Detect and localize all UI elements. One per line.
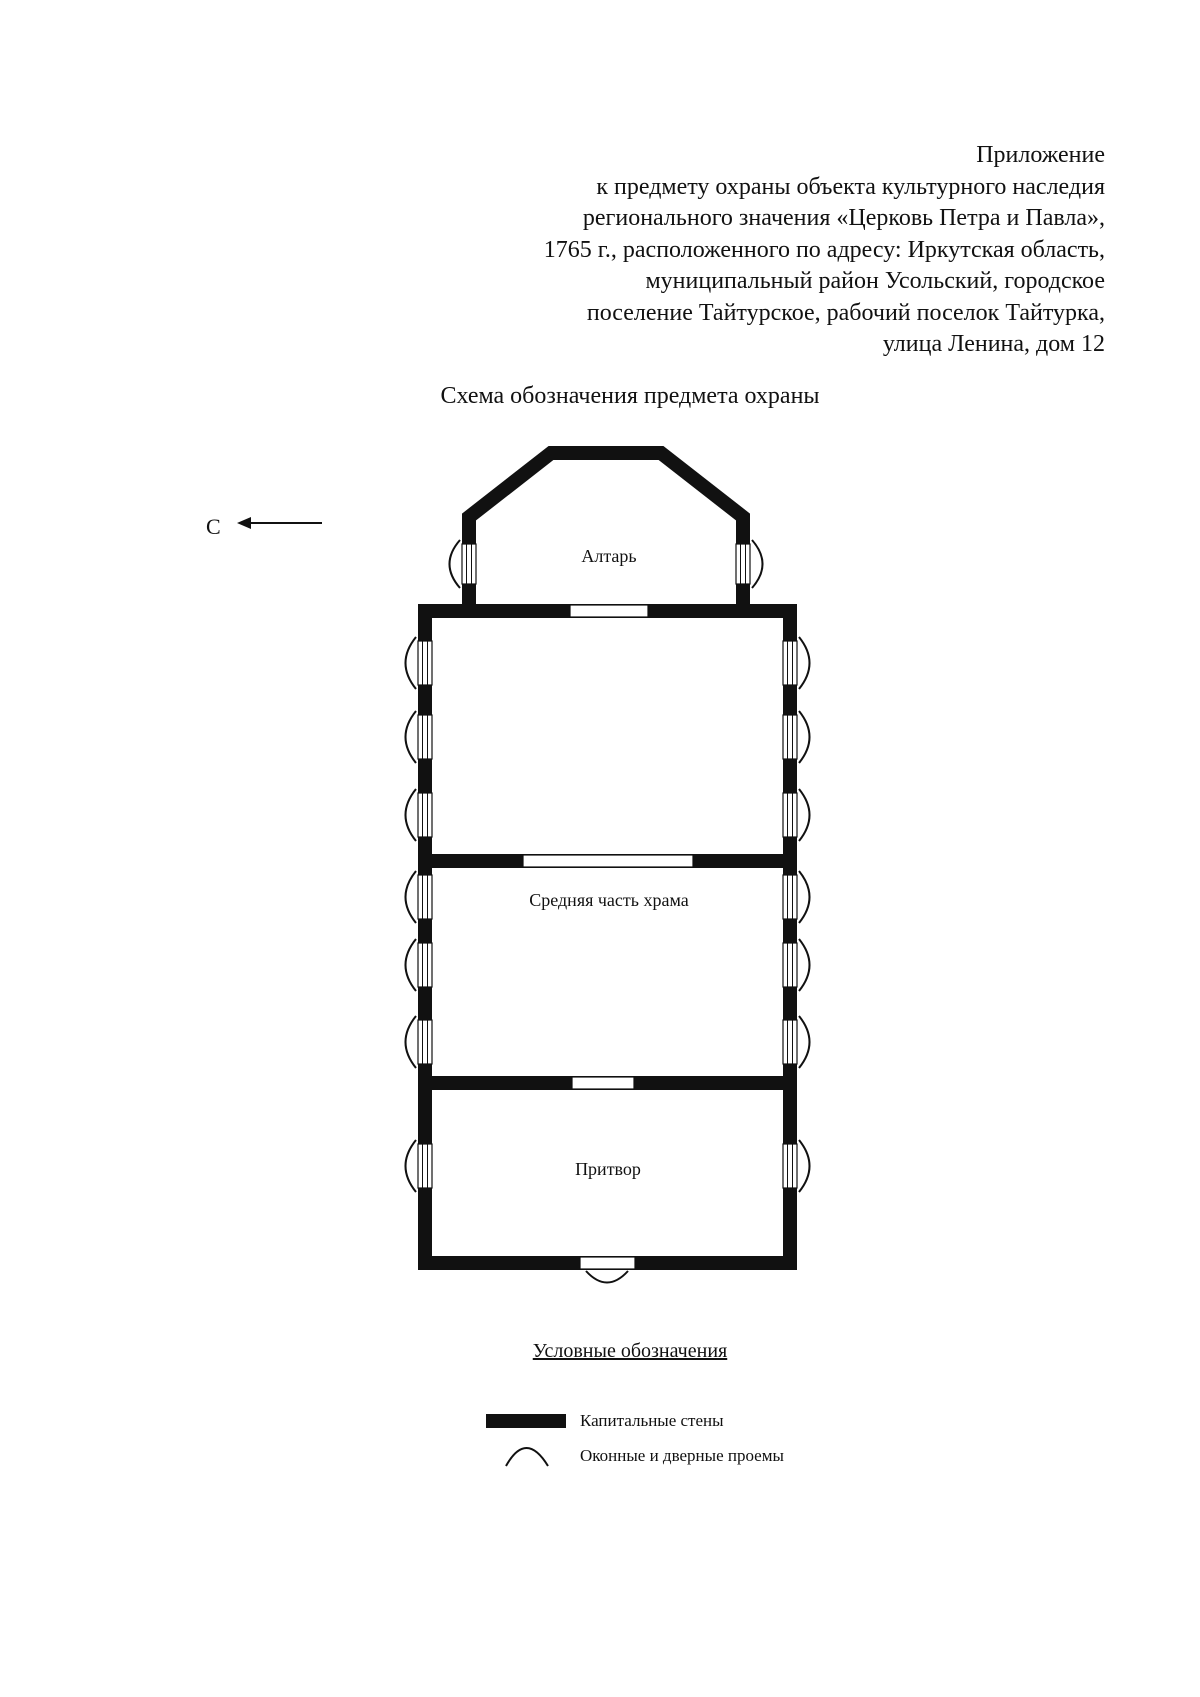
window-icon [783, 1016, 810, 1068]
window-icon [783, 939, 810, 991]
window-icon [406, 637, 433, 689]
window-icon [783, 1140, 810, 1192]
north-arrow-icon [237, 517, 322, 529]
header-line: 1765 г., расположенного по адресу: Иркутская область, [543, 236, 1105, 263]
window-icon [406, 939, 433, 991]
room-label-narthex: Притвор [575, 1159, 641, 1179]
window-icon [406, 871, 433, 923]
window-icon [783, 871, 810, 923]
legend-wall-swatch [486, 1414, 566, 1428]
window-icon [783, 637, 810, 689]
legend-openings-label: Оконные и дверные проемы [580, 1446, 784, 1465]
north-label: С [206, 514, 221, 539]
header-line: Приложение [976, 142, 1105, 168]
header-line: поселение Тайтурское, рабочий поселок Тайтурка, [586, 299, 1105, 326]
header-line: регионального значения «Церковь Петра и Павла», [582, 205, 1105, 231]
altar-wall [469, 453, 743, 604]
window-icon [736, 540, 763, 588]
legend-title: Условные обозначения [532, 1340, 728, 1362]
legend-opening-arc-icon [506, 1448, 548, 1466]
window-icon [783, 789, 810, 841]
legend-walls-label: Капитальные стены [580, 1411, 724, 1430]
header-line: улица Ленина, дом 12 [882, 331, 1105, 357]
room-label-middle: Средняя часть храма [529, 890, 689, 910]
window-icon [406, 1016, 433, 1068]
room-label-altar: Алтарь [581, 546, 637, 566]
header-line: муниципальный район Усольский, городское [645, 268, 1105, 294]
doorway-entrance [580, 1257, 635, 1269]
window-icon [783, 711, 810, 763]
window-icon [406, 789, 433, 841]
window-icon [450, 540, 477, 588]
doorway-narthex [572, 1077, 634, 1089]
window-icon [406, 1140, 433, 1192]
doorway-middle [523, 855, 693, 867]
scheme-title: Схема обозначения предмета охраны [440, 383, 820, 409]
window-icon [406, 711, 433, 763]
header-line: к предмету охраны объекта культурного наследия [596, 173, 1105, 200]
doorway-altar [570, 605, 648, 617]
entrance-arc-icon [586, 1271, 628, 1283]
